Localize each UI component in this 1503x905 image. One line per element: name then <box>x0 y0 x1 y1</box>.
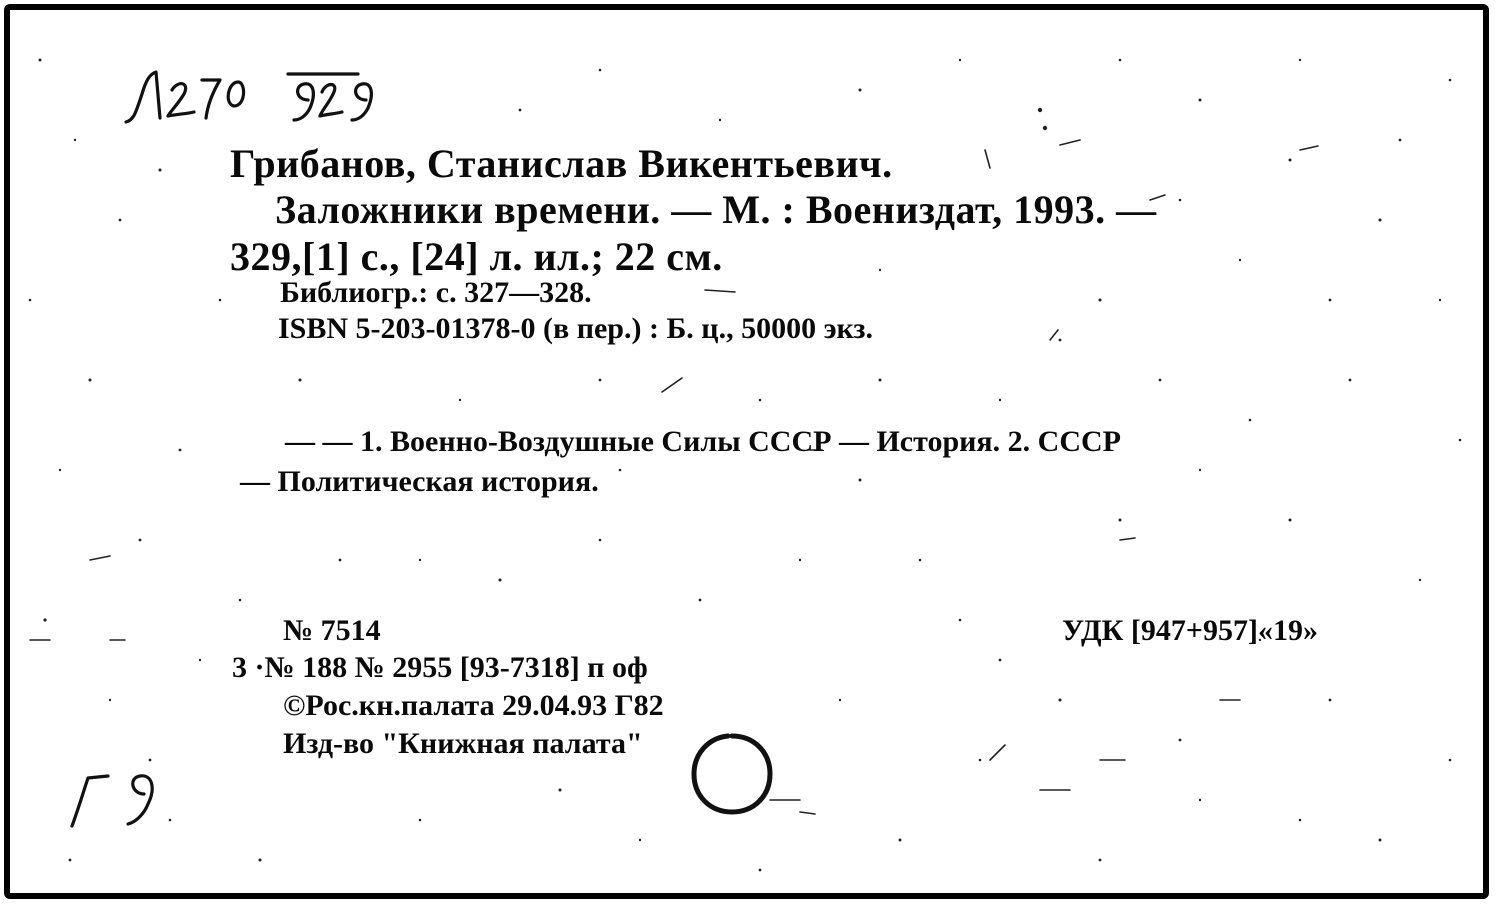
subjects-line-2: — Политическая история. <box>240 465 599 498</box>
card-number: № 7514 <box>283 614 381 647</box>
publisher-line: Изд-во "Книжная палата" <box>283 727 643 760</box>
isbn-line: ISBN 5-203-01378-0 (в пер.) : Б. ц., 50000 экз. <box>278 312 873 345</box>
copyright-line: ©Рос.кн.палата 29.04.93 Г82 <box>283 689 664 722</box>
bibliography-note: Библиогр.: с. 327—328. <box>280 276 592 309</box>
code-line: 3 ·№ 188 № 2955 [93-7318] п оф <box>232 651 648 684</box>
circle-stamp-icon <box>688 730 776 818</box>
udc-code: УДК [947+957]«19» <box>1062 614 1318 647</box>
extent-line: 329,[1] с., [24] л. ил.; 22 см. <box>230 234 723 279</box>
handwritten-shelfmark <box>120 60 400 130</box>
subjects-line-1: — — 1. Военно-Воздушные Силы СССР — История. 2. СССР <box>285 425 1121 458</box>
author-heading: Грибанов, Станислав Викентьевич. <box>230 141 893 186</box>
title-line: Заложники времени. — М. : Воениздат, 1993. — <box>275 187 1157 232</box>
handwritten-mark <box>62 770 172 830</box>
